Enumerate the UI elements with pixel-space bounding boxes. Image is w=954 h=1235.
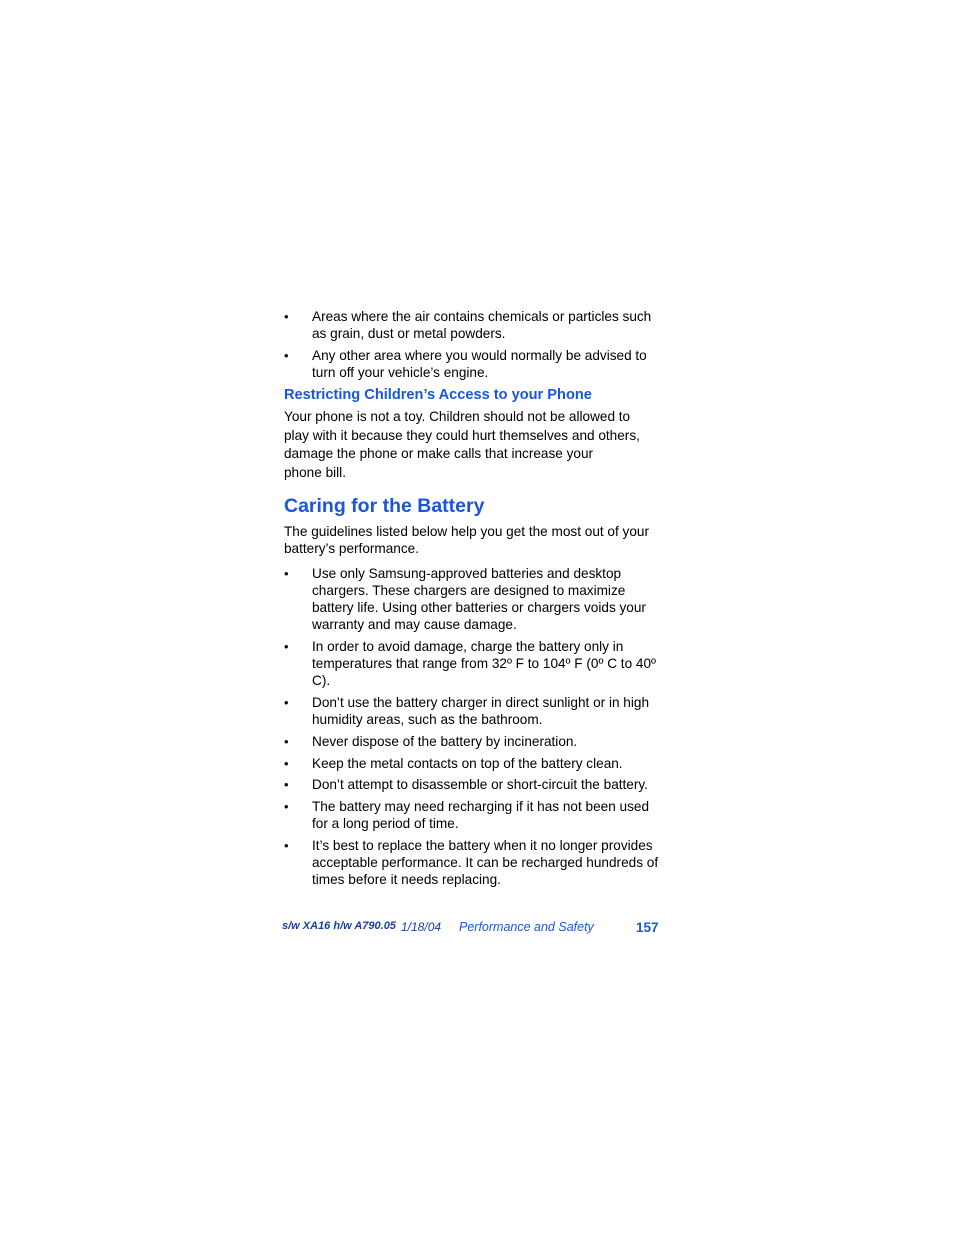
section-paragraph xyxy=(284,408,664,483)
list-item-text: Don’t attempt to disassemble or short-circuit the battery. xyxy=(312,777,648,793)
list-item-text: The battery may need recharging if it has not been used for a long period of time. xyxy=(312,799,650,832)
list-item-text: It’s best to replace the battery when it no longer provides acceptable performance. It can be recharged hundreds of times before it needs replacing. xyxy=(312,837,659,888)
list-item-text: Never dispose of the battery by incineration. xyxy=(312,733,578,749)
page-number: 157 xyxy=(636,920,659,935)
bullet-marker: • xyxy=(284,309,289,324)
list-item xyxy=(284,776,664,793)
page-content xyxy=(284,308,664,893)
list-item-text: Keep the metal contacts on top of the battery clean. xyxy=(312,755,623,771)
paragraph-line: Your phone is not a toy. Children should not be allowed to xyxy=(284,408,631,424)
paragraph-line: damage the phone or make calls that increase your xyxy=(284,446,594,462)
bullet-marker: • xyxy=(284,347,289,363)
section-subheading: Restricting Children’s Access to your Phone xyxy=(284,386,592,403)
list-item xyxy=(284,733,664,750)
bullet-marker: • xyxy=(284,638,289,654)
list-item xyxy=(284,798,664,832)
footer-date: 1/18/04 xyxy=(401,920,442,934)
footer-version: s/w XA16 h/w A790.05 xyxy=(282,920,396,932)
bullet-marker: • xyxy=(284,695,289,711)
section-heading: Caring for the Battery xyxy=(284,494,485,517)
page-footer xyxy=(282,920,662,938)
list-item xyxy=(284,638,664,690)
list-item xyxy=(284,694,664,728)
section-intro: The guidelines listed below help you get the most out of your battery’s performance. xyxy=(284,523,649,557)
list-item-text: In order to avoid damage, charge the battery only in temperatures that range from 32º F to 104º F (0º C to 40º C). xyxy=(312,638,657,689)
list-item-text: Areas where the air contains chemicals or particles such as grain, dust or metal powders. xyxy=(312,309,652,342)
list-item-text: Use only Samsung-approved batteries and desktop chargers. These chargers are designed to maximize battery life. Using other batteries or chargers voids your warranty and may cause damage. xyxy=(312,565,646,633)
bullet-marker: • xyxy=(284,799,289,815)
paragraph-line: phone bill. xyxy=(284,464,346,480)
bullet-marker: • xyxy=(284,565,289,581)
footer-section-title: Performance and Safety xyxy=(459,920,594,934)
bullet-marker: • xyxy=(284,837,289,853)
list-item xyxy=(284,837,664,889)
list-item xyxy=(284,755,664,772)
list-item-text: Any other area where you would normally be advised to turn off your vehicle’s engine. xyxy=(312,347,647,381)
bullet-marker: • xyxy=(284,733,289,749)
paragraph-line: play with it because they could hurt themselves and others, xyxy=(284,427,640,443)
bullet-marker: • xyxy=(284,777,289,793)
list-item xyxy=(284,308,664,342)
list-item-text: Don’t use the battery charger in direct sunlight or in high humidity areas, such as the bathroom. xyxy=(312,695,650,728)
list-item xyxy=(284,565,664,634)
list-item xyxy=(284,347,664,381)
bullet-marker: • xyxy=(284,755,289,771)
